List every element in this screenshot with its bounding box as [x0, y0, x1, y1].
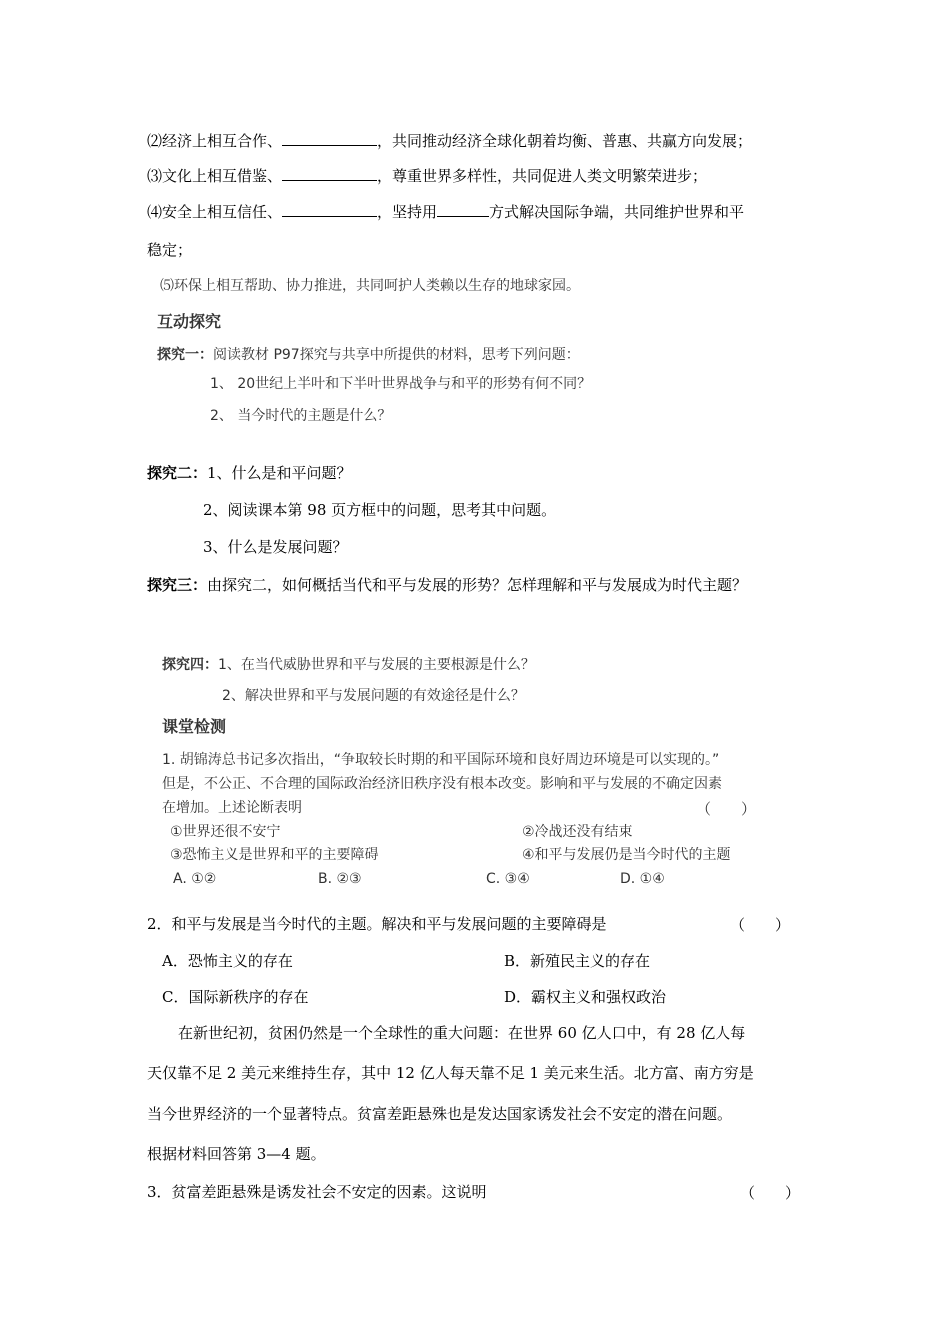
explore-text: 1、什么是和平问题？ [207, 464, 352, 482]
policy-item-4 [147, 201, 744, 222]
item-text: ，共同推动经济全球化朝着均衡、普惠、共赢方向发展； [377, 132, 753, 150]
explore-text: 由探究二，如何概括当代和平与发展的形势？怎样理解和平与发展成为时代主题？ [207, 576, 748, 594]
policy-item-2 [147, 130, 752, 151]
item-text: ⑶文化上相互借鉴、 [147, 167, 283, 185]
q1-statement-3: ③恐怖主义是世界和平的主要障碍 [170, 847, 379, 863]
explore-label: 探究四： [162, 657, 218, 673]
explore-2-q3: 3、什么是发展问题？ [203, 538, 348, 556]
q2-answer-paren[interactable]: （ ） [730, 916, 791, 934]
q1-statement-1: ①世界还很不安宁 [170, 824, 281, 840]
section-heading-interactive: 互动探究 [157, 312, 222, 331]
explore-label: 探究二： [147, 464, 208, 482]
explore-1-q1: 1、 20世纪上半叶和下半叶世界战争与和平的形势有何不同？ [210, 376, 592, 392]
explore-2 [147, 463, 352, 483]
explore-text: 阅读教材 P97探究与共享中所提供的材料，思考下列问题： [213, 347, 580, 363]
explore-text: 1、在当代威胁世界和平与发展的主要根源是什么？ [218, 657, 535, 673]
q2-option-d[interactable]: D．霸权主义和强权政治 [504, 988, 667, 1006]
q2-option-b[interactable]: B．新殖民主义的存在 [504, 952, 651, 970]
q1-line-2: 但是，不公正、不合理的国际政治经济旧秩序没有根本改变。影响和平与发展的不确定因素 [162, 776, 722, 792]
fill-blank[interactable] [282, 130, 377, 146]
explore-1 [157, 345, 580, 365]
policy-item-5: ⑸环保上相互帮助、协力推进，共同呵护人类赖以生存的地球家园。 [160, 278, 580, 294]
q1-statement-4: ④和平与发展仍是当今时代的主题 [522, 847, 731, 863]
q3-stem: 3．贫富差距悬殊是诱发社会不安定的因素。这说明 [147, 1183, 487, 1201]
explore-1-q2: 2、 当今时代的主题是什么？ [210, 408, 392, 424]
q2-option-c[interactable]: C．国际新秩序的存在 [162, 988, 309, 1006]
explore-4-q2: 2、解决世界和平与发展问题的有效途径是什么？ [222, 688, 525, 704]
q1-answer-paren[interactable]: （ ） [696, 800, 757, 818]
explore-label: 探究三： [147, 576, 208, 594]
explore-4 [162, 655, 535, 675]
item-text: ，坚持用 [377, 203, 438, 221]
policy-item-3 [147, 165, 707, 186]
item-text: ，尊重世界多样性，共同促进人类文明繁荣进步； [377, 167, 708, 185]
q1-option-d[interactable]: D. ①④ [620, 871, 665, 887]
item-text: ⑵经济上相互合作、 [147, 132, 283, 150]
material-line-3: 当今世界经济的一个显著特点。贫富差距悬殊也是发达国家诱发社会不安定的潜在问题。 [147, 1105, 733, 1123]
q1-statement-2: ②冷战还没有结束 [522, 824, 633, 840]
q1-option-b[interactable]: B. ②③ [318, 871, 362, 887]
section-heading-test: 课堂检测 [162, 717, 227, 736]
fill-blank[interactable] [282, 201, 377, 217]
fill-blank[interactable] [437, 201, 489, 217]
q2-option-a[interactable]: A．恐怖主义的存在 [162, 952, 293, 970]
item-text: 方式解决国际争端，共同维护世界和平 [489, 203, 745, 221]
material-line-1: 在新世纪初，贫困仍然是一个全球性的重大问题：在世界 60 亿人口中，有 28 亿人每 [178, 1024, 746, 1042]
explore-3 [147, 575, 747, 595]
policy-item-4-cont: 稳定； [147, 241, 193, 259]
q1-line-1: 1. 胡锦涛总书记多次指出，“争取较长时期的和平国际环境和良好周边环境是可以实现的。” [162, 752, 720, 768]
material-line-2: 天仅靠不足 2 美元来维持生存，其中 12 亿人每天靠不足 1 美元来生活。北方富、南方穷是 [147, 1064, 754, 1082]
explore-2-q2: 2、阅读课本第 98 页方框中的问题，思考其中问题。 [203, 501, 557, 519]
q3-answer-paren[interactable]: （ ） [740, 1184, 801, 1202]
q1-option-c[interactable]: C. ③④ [486, 871, 530, 887]
q1-option-a[interactable]: A. ①② [173, 871, 217, 887]
fill-blank[interactable] [282, 165, 377, 181]
q2-stem: 2．和平与发展是当今时代的主题。解决和平与发展问题的主要障碍是 [147, 915, 607, 933]
material-line-4: 根据材料回答第 3—4 题。 [147, 1145, 326, 1163]
q1-line-3: 在增加。上述论断表明 [162, 800, 302, 816]
item-text: ⑷安全上相互信任、 [147, 203, 283, 221]
explore-label: 探究一： [157, 347, 213, 363]
